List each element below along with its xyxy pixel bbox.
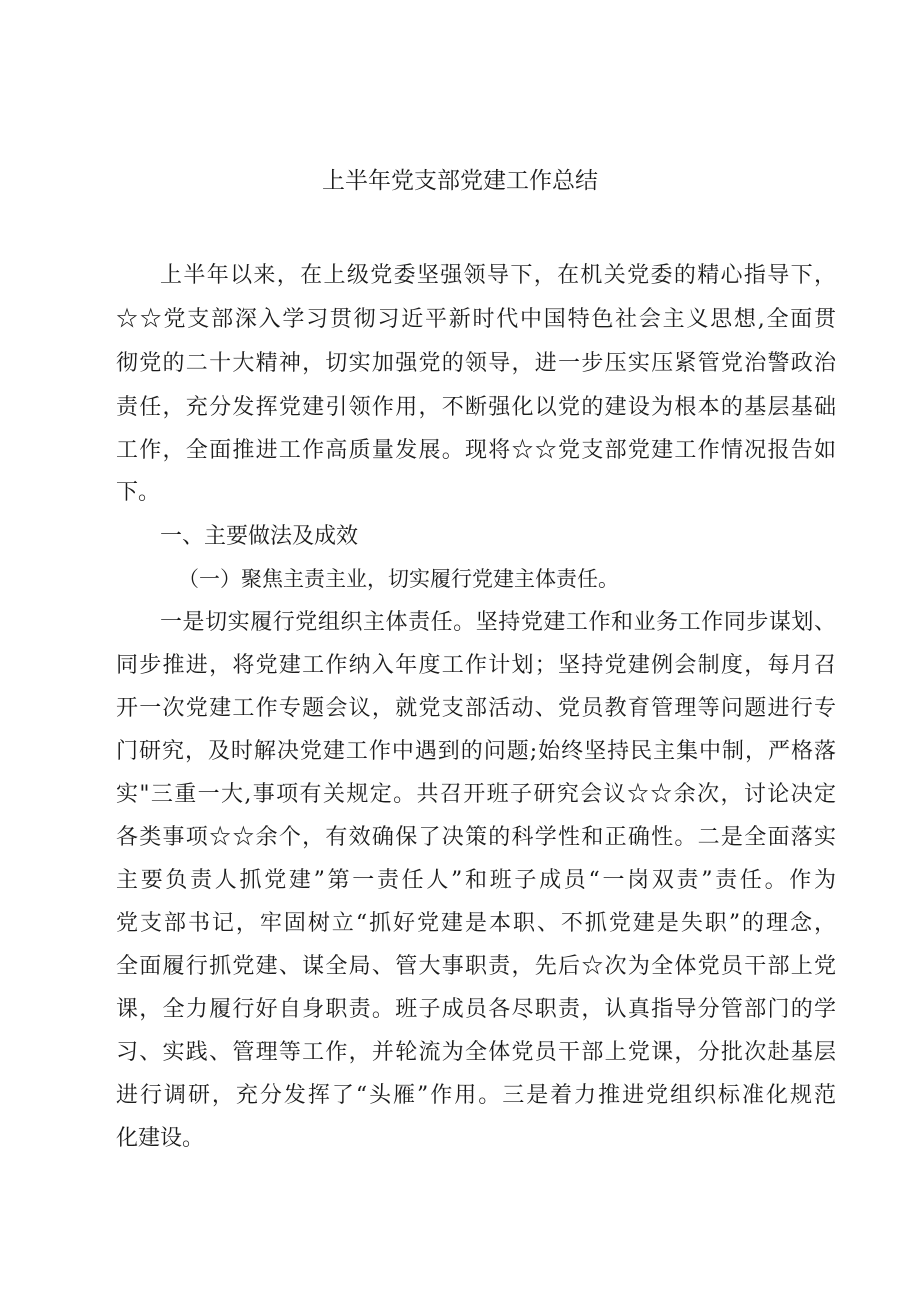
body-line: 主要负责人抓党建”第一责任人”和班子成员“一岗双责”责任。作为 (116, 868, 836, 893)
body-line: 同步推进，将党建工作纳入年度工作计划；坚持党建例会制度，每月召 (116, 653, 836, 678)
intro-line: 下。 (116, 480, 161, 505)
body-line: 进行调研，充分发挥了“头雁”作用。三是着力推进党组织标准化规范 (116, 1083, 836, 1108)
body-line: 实"三重一大,事项有关规定。共召开班子研究会议☆☆余次，讨论决定 (116, 782, 836, 807)
body-line: 化建设。 (116, 1126, 205, 1151)
body-line: 全面履行抓党建、谋全局、管大事职责，先后☆次为全体党员干部上党 (116, 954, 836, 979)
document-title: 上半年党支部党建工作总结 (322, 168, 598, 194)
subsection-heading: （一）聚焦主责主业，切实履行党建主体责任。 (178, 567, 619, 591)
intro-line: ☆☆党支部深入学习贯彻习近平新时代中国特色社会主义思想,全面贯 (116, 307, 836, 332)
intro-line: 责任，充分发挥党建引领作用，不断强化以党的建设为根本的基层基础 (116, 395, 836, 420)
body-line: 开一次党建工作专题会议，就党支部活动、党员教育管理等问题进行专 (116, 696, 836, 721)
body-line: 各类事项☆☆余个，有效确保了决策的科学性和正确性。二是全面落实 (116, 825, 836, 850)
body-line: 门研究，及时解决党建工作中遇到的问题;始终坚持民主集中制，严格落 (116, 739, 836, 764)
body-line: 习、实践、管理等工作，并轮流为全体党员干部上党课，分批次赴基层 (116, 1040, 836, 1065)
body-line: 党支部书记，牢固树立“抓好党建是本职、不抓党建是失职”的理念， (116, 911, 836, 936)
intro-line: 工作，全面推进工作高质量发展。现将☆☆党支部党建工作情况报告如 (116, 438, 836, 463)
intro-line: 上半年以来，在上级党委坚强领导下，在机关党委的精心指导下， (160, 263, 836, 288)
body-line: 一是切实履行党组织主体责任。坚持党建工作和业务工作同步谋划、 (160, 610, 836, 635)
section-heading: 一、主要做法及成效 (160, 524, 359, 549)
body-line: 课，全力履行好自身职责。班子成员各尽职责，认真指导分管部门的学 (116, 997, 836, 1022)
intro-line: 彻党的二十大精神，切实加强党的领导，进一步压实压紧管党治警政治 (116, 351, 836, 376)
